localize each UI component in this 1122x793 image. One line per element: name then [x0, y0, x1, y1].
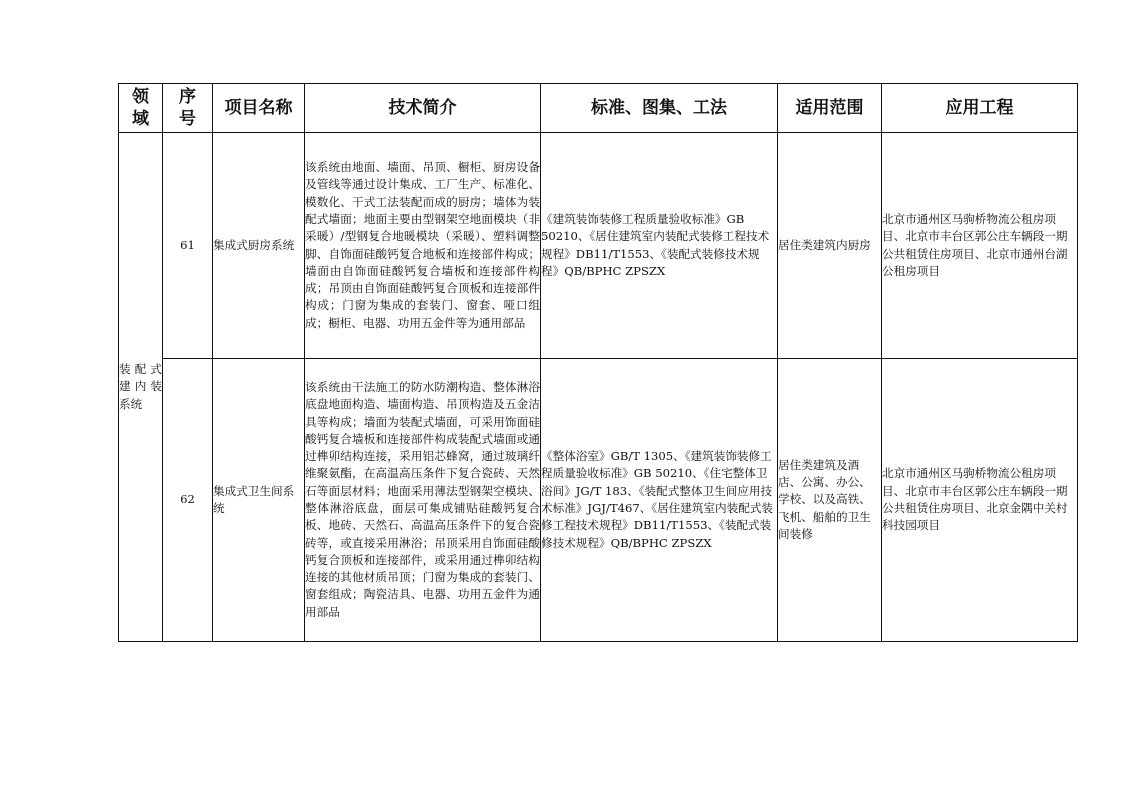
- table-row: [119, 133, 1078, 359]
- intro-cell: 该系统由地面、墙面、吊顶、橱柜、厨房设备及管线等通过设计集成、工厂生产、标准化、模数化、干式工法装配而成的厨房；墙体为装配式墙面；地面主要由型钢架空地面模块（非采暖）/型钢复合地暖模块（采暖）、塑料调整脚、自饰面硅酸钙复合地板和连接部件构成；墙面由自饰面硅酸钙复合墙板和连接部件构成；吊顶由自饰面硅酸钙复合顶板和连接部件构成；门窗为集成的套装门、窗套、哑口组成；橱柜、电器、功用五金件等为通用部品: [305, 133, 541, 359]
- scope-cell: 居住类建筑内厨房: [778, 133, 882, 359]
- technology-table: [118, 83, 1078, 642]
- header-domain: 领域: [119, 84, 163, 133]
- header-scope: 适用范围: [778, 84, 882, 133]
- header-row: [119, 84, 1078, 133]
- header-seq: 序号: [163, 84, 213, 133]
- standards-cell: 《整体浴室》GB/T 1305、《建筑装饰装修工程质量验收标准》GB 50210、《住宅整体卫浴间》JG/T 183、《装配式整体卫生间应用技术标准》JGJ/T467、《居住建筑室内装配式装修工程技术规程》DB11/T1553、《装配式装修技术规程》QB/BPHC ZPSZX: [541, 359, 778, 642]
- header-application: 应用工程: [882, 84, 1078, 133]
- name-cell: 集成式厨房系统: [213, 133, 305, 359]
- seq-cell: 62: [163, 359, 213, 642]
- application-cell: 北京市通州区马驹桥物流公租房项目、北京市丰台区郭公庄车辆段一期公共租赁住房项目、北京市通州台湖公租房项目: [882, 133, 1078, 359]
- seq-cell: 61: [163, 133, 213, 359]
- table-row: [119, 359, 1078, 642]
- application-cell: 北京市通州区马驹桥物流公租房项目、北京市丰台区郭公庄车辆段一期公共租赁住房项目、北京金隅中关村科技园项目: [882, 359, 1078, 642]
- standards-cell: 《建筑装饰装修工程质量验收标准》GB 50210、《居住建筑室内装配式装修工程技术规程》DB11/T1553、《装配式装修技术规程》QB/BPHC ZPSZX: [541, 133, 778, 359]
- scope-cell: 居住类建筑及酒店、公寓、办公、学校、以及高铁、飞机、船舶的卫生间装修: [778, 359, 882, 642]
- header-standards: 标准、图集、工法: [541, 84, 778, 133]
- name-cell: 集成式卫生间系统: [213, 359, 305, 642]
- domain-cell: 装配式建内装系统: [119, 133, 163, 642]
- header-intro: 技术简介: [305, 84, 541, 133]
- intro-cell: 该系统由干法施工的防水防潮构造、整体淋浴底盘地面构造、墙面构造、吊顶构造及五金洁具等构成；墙面为装配式墙面，可采用饰面硅酸钙复合墙板和连接部件构成装配式墙面或通过榫卯结构连接，采用铝芯蜂窝，通过玻璃纤维聚氨酯，在高温高压条件下复合瓷砖、天然石等面层材料；地面采用薄法型钢架空模块、整体淋浴底盘，面层可集成铺贴硅酸钙复合板、地砖、天然石、高温高压条件下的复合瓷砖等，或直接采用淋浴；吊顶采用自饰面硅酸钙复合顶板和连接部件，或采用通过榫卯结构连接的其他材质吊顶；门窗为集成的套装门、窗套组成；陶瓷洁具、电器、功用五金件为通用部品: [305, 359, 541, 642]
- header-name: 项目名称: [213, 84, 305, 133]
